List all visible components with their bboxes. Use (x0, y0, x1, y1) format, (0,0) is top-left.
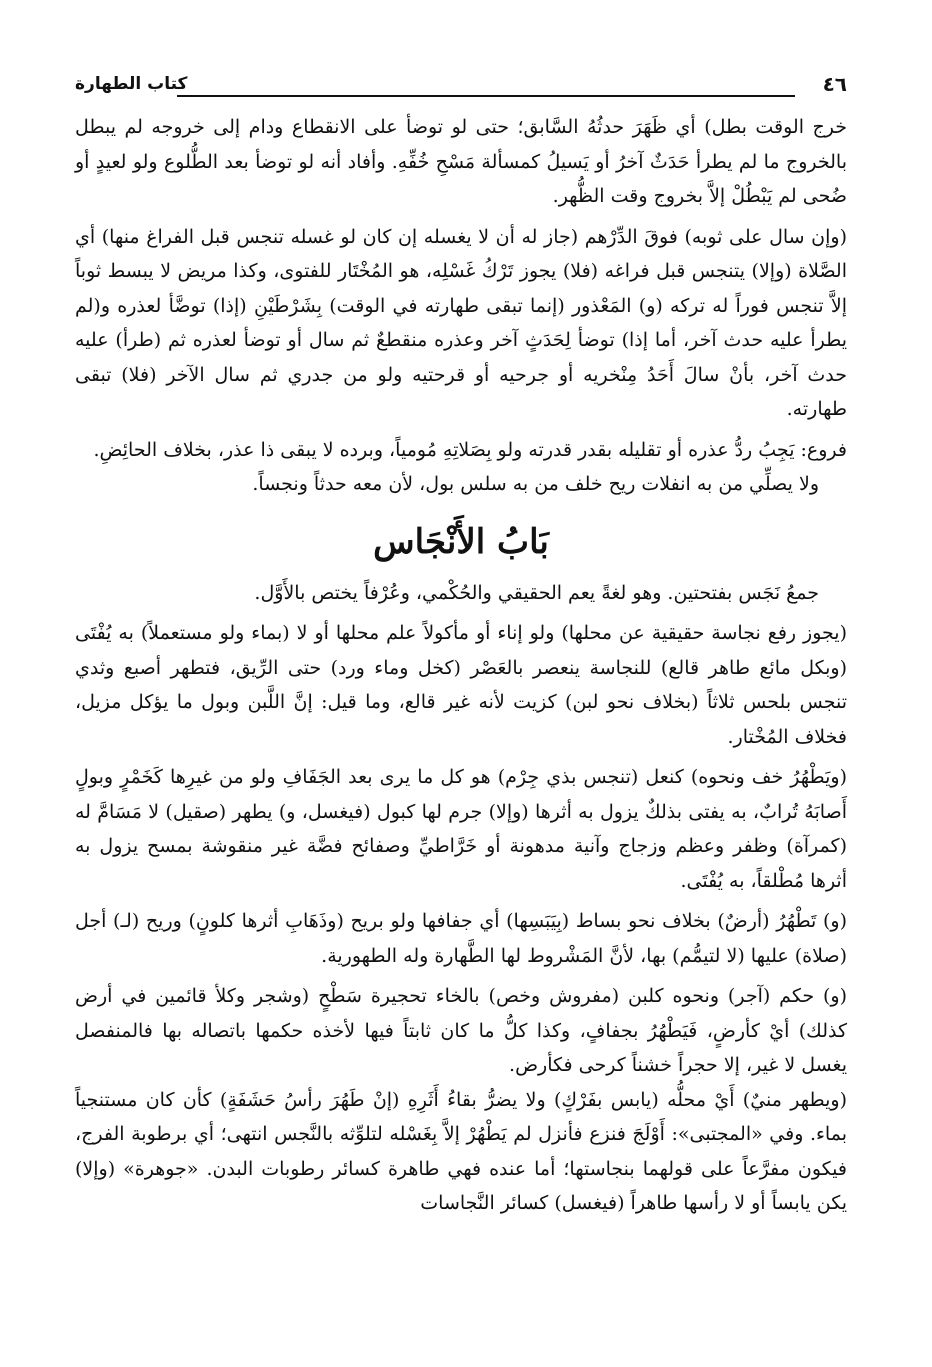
chapter-paragraph-4: (و) تَطْهُرُ (أرضٌ) بخلاف نحو بساط (بِيَبَسِها) أي جفافها ولو بريح (وذَهَابِ أثرها كلونٍ) وريح (لـ) أجل (صلاة) عليها (لا لتيمُّم) بها، لأنَّ المَشْروط لها الطَّهارة وله الطهورية. (75, 910, 847, 967)
paragraph-furu: فروع: يَجِبُ ردُّ عذره أو تقليله بقدر قدرته ولو بِصَلاتِهِ مُومياً، وبرده لا يبقى ذا عذر، بخلاف الحائِضِ. (93, 438, 847, 461)
paragraph-2: (وإن سال على ثوبه) فوقَ الدِّرْهم (جاز له أن لا يغسله إن كان لو غسله تنجس قبل الفراغ منها) أي الصَّلاة (وإلا) يتنجس قبل فراغه (فلا) يجوز تَرْكُ غَسْلِه، هو المُخْتَار للفتوى، وكذا مريض لا يبسط ثوباً إلاَّ تنجس فوراً له تركه (و) المَعْذور (إنما تبقى طهارته في الوقت) بِشَرْطَيْنِ (إذا) توضَّأ لعذره و(لم يطرأ عليه حدث آخر، أما إذا) توضأ لِحَدَثٍ آخر وعذره منقطعٌ ثم سال أو توضأ لعذره ثم (طرأ) عليه حدث آخر، بأنْ سالَ أَحَدُ مِنْخريه أو جرحيه أو قرحتيه ولو من جدري ثم سال الآخر (فلا) تبقى طهارته. (75, 225, 848, 420)
paragraph-4: ولا يصلِّي من به انفلات ريح خلف من به سلس بول، لأن معه حدثاً ونجساً. (252, 473, 819, 495)
paragraph-1: خرج الوقت بطل) أي ظَهَرَ حدثُهُ السَّابق؛ حتى لو توضأ على الانقطاع ودام إلى خروجه لم يبطل بالخروج ما لم يطرأ حَدَثٌ آخرُ أو يَسيلُ كمسألة مَسْحِ خُفِّهِ. وأفاد أنه لو توضأ بعد الطُّلوع ولو لعيدٍ أو ضُحى لم يَبْطُلْ إلاَّ بخروج وقت الظُّهر. (75, 116, 847, 207)
page-number: ٤٦ (822, 72, 847, 96)
header-rule (177, 95, 795, 97)
page (75, 70, 847, 1221)
chapter-title: بَابُ الأَنْجَاس (373, 521, 549, 562)
chapter-paragraph-3: (ويَطْهُرُ خف ونحوه) كنعل (تنجس بذي جِرْم) هو كل ما يرى بعد الجَفَافِ ولو من غيرِها كَخَمْرٍ وبولٍ أَصابَهُ تُرابٌ، به يفتى بذلكٌ يزول به أثرها (وإلا) جرم لها كبول (فيغسل، و) يطهر (صقيل) لا مَسَامَّ له (كمرآة) وظفر وعظم وزجاج وآنية مدهونة أو خَرَّاطيِّ وصفائح فضَّة غير منقوشة بمسح يزول به أثرها مُطْلقاً، به يُفْتَى. (75, 766, 847, 892)
chapter-paragraph-2: (يجوز رفع نجاسة حقيقية عن محلها) ولو إناء أو مأكولاً علم محلها أو لا (بماء ولو مستعملاً) به يُفْتَى (وبكل مائع طاهر قالع) للنجاسة ينعصر بالعَصْر (كخل وماء ورد) حتى الرِّيق، فتطهر أصبع وثدي تنجس بلحس ثلاثاً (بخلاف نحو لبن) كزيت لأنه غير قالع، وما قيل: إنَّ اللَّبن وبول ما يؤكل مزيل، فخلاف المُخْتار. (75, 622, 847, 748)
running-header (75, 70, 847, 110)
chapter-paragraph-5: (و) حكم (آجر) ونحوه كلبن (مفروش وخص) بالخاء تحجيرة سَطْحٍ (وشجر وكلأ قائمين في أرض كذلك) أيْ كأرضٍ، فَيَطْهُرُ بجفافٍ، وكذا كلُّ ما كان ثابتاً فيها لأخذه حكمها باتصاله بها فالمنفصل يغسل لا غير، إلا حجراً خشناً كرحى فكأرض. (75, 985, 847, 1076)
running-title: كتاب الطهارة (75, 74, 188, 94)
chapter-paragraph-1: جمعُ نَجَس بفتحتين. وهو لغةً يعم الحقيقي والحُكْمي، وعُرْفاً يختص بالأَوَّل. (254, 581, 819, 604)
chapter-paragraph-6: (ويطهر منيٌ) أَيْ محلُّه (يابس بفَرْكٍ) ولا يضرُّ بقاءُ أَثَرِهِ (إنْ طَهُرَ رأسُ حَشَفَةٍ) كأن كان مستنجياً بماء. وفي «المجتبى»: أَوْلَجَ فنزع فأنزل لم يَطْهُرْ إلاَّ بِغَسْله لتلوِّثه بالنَّجس انتهى؛ أي برطوبة الفرج، فيكون مفرَّعاً على قولهما بنجاستها؛ أما عنده فهي طاهرة كسائر رطوبات البدن. «جوهرة» (وإلا) يكن يابساً أو لا رأسها طاهراً (فيغسل) كسائر النَّجاسات (75, 1088, 847, 1214)
